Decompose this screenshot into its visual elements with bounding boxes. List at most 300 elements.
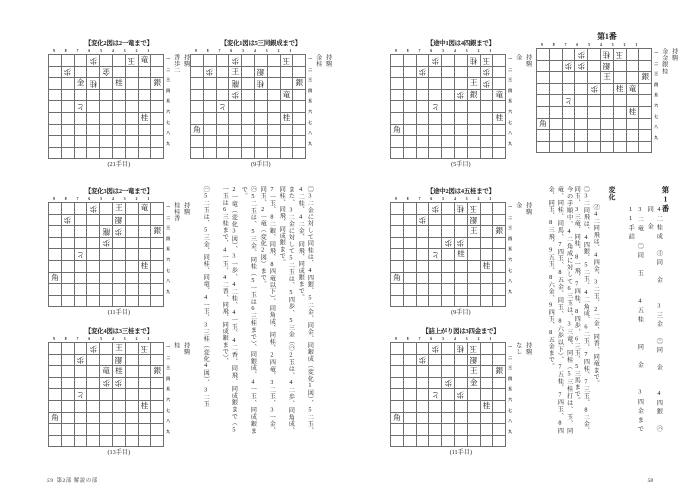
file-label-1: 1 — [635, 43, 638, 47]
rank-label-四: 四 — [166, 88, 171, 93]
square-46 — [112, 112, 125, 124]
hand-pieces-area — [315, 49, 332, 149]
square-78 — [216, 136, 229, 148]
square-63 — [429, 366, 442, 378]
square-24 — [138, 237, 151, 249]
square-47 — [112, 412, 125, 424]
square-71 — [216, 55, 229, 67]
file-label-4: 4 — [111, 337, 114, 341]
square-19 — [151, 295, 164, 307]
square-57 — [442, 272, 455, 284]
square-11 — [151, 55, 164, 67]
square-78 — [74, 136, 87, 148]
square-41: 王 — [112, 343, 125, 355]
square-44 — [112, 237, 125, 249]
rank-labels — [166, 49, 171, 149]
square-35 — [125, 249, 138, 261]
square-69 — [87, 295, 100, 307]
square-38 — [125, 284, 138, 296]
square-48 — [454, 424, 467, 436]
square-42 — [112, 66, 125, 78]
square-53 — [242, 78, 255, 90]
square-89 — [61, 147, 74, 159]
square-19 — [151, 435, 164, 447]
square-58 — [442, 424, 455, 436]
square-88 — [549, 130, 562, 142]
square-93 — [391, 226, 404, 238]
square-68 — [87, 424, 100, 436]
square-46 — [454, 260, 467, 272]
square-69 — [575, 141, 588, 153]
rank-label-八: 八 — [166, 419, 171, 424]
square-62 — [87, 214, 100, 226]
board-rank-9 — [49, 295, 164, 307]
square-65: と — [429, 101, 442, 113]
square-58 — [100, 424, 113, 436]
square-37 — [125, 272, 138, 284]
file-label-9: 9 — [53, 49, 55, 53]
square-23 — [480, 366, 493, 378]
square-11 — [639, 49, 652, 61]
square-12 — [151, 214, 164, 226]
board-rank-4 — [49, 89, 164, 101]
square-93 — [391, 78, 404, 90]
square-44 — [112, 89, 125, 101]
square-48 — [112, 136, 125, 148]
square-93 — [49, 226, 62, 238]
square-62 — [87, 66, 100, 78]
rank-label-九: 九 — [166, 289, 171, 294]
square-18 — [151, 424, 164, 436]
square-58 — [442, 284, 455, 296]
square-51 — [442, 55, 455, 67]
square-34 — [267, 89, 280, 101]
square-95 — [49, 249, 62, 261]
file-label-5: 5 — [100, 197, 102, 201]
file-label-5: 5 — [588, 43, 590, 47]
square-12 — [639, 60, 652, 72]
file-label-6: 6 — [88, 197, 91, 201]
square-74 — [416, 237, 429, 249]
board-rank-7 — [537, 118, 652, 130]
square-23: 歩 — [480, 78, 493, 90]
hand-label: 持駒 — [524, 54, 532, 68]
rank-label-九: 九 — [654, 135, 659, 140]
board-rank-4 — [49, 377, 164, 389]
rank-label-五: 五 — [166, 247, 171, 252]
square-85 — [403, 389, 416, 401]
square-66 — [87, 260, 100, 272]
square-61: 歩 — [87, 55, 100, 67]
square-96 — [49, 112, 62, 124]
square-22 — [138, 354, 151, 366]
file-label-9: 9 — [195, 49, 197, 53]
board-rank-1 — [391, 343, 506, 355]
square-56 — [100, 260, 113, 272]
board-rank-7 — [391, 272, 506, 284]
file-label-1: 1 — [489, 337, 492, 341]
rank-labels — [508, 197, 513, 297]
square-63 — [429, 78, 442, 90]
square-36 — [467, 400, 480, 412]
rank-label-七: 七 — [166, 268, 171, 273]
board-rank-8 — [49, 284, 164, 296]
square-39 — [125, 295, 138, 307]
square-57 — [442, 412, 455, 424]
square-75: と — [74, 389, 87, 401]
square-48 — [454, 136, 467, 148]
square-87 — [203, 124, 216, 136]
square-56 — [442, 112, 455, 124]
file-label-4: 4 — [453, 197, 456, 201]
board-rank-8 — [391, 424, 506, 436]
square-64 — [429, 89, 442, 101]
rank-label-九: 九 — [508, 141, 513, 146]
square-52 — [588, 60, 601, 72]
square-62 — [429, 214, 442, 226]
square-28 — [480, 136, 493, 148]
square-99 — [191, 147, 204, 159]
square-71 — [416, 343, 429, 355]
rank-label-八: 八 — [508, 419, 513, 424]
square-47 — [454, 412, 467, 424]
square-17 — [151, 412, 164, 424]
square-96 — [49, 400, 62, 412]
board-rank-8 — [191, 136, 306, 148]
square-83 — [549, 72, 562, 84]
square-99 — [49, 147, 62, 159]
board-rank-9 — [391, 295, 506, 307]
rank-label-三: 三 — [654, 72, 659, 77]
square-44: 歩 — [112, 377, 125, 389]
square-23 — [480, 226, 493, 238]
board-grid — [190, 54, 306, 159]
square-14 — [493, 237, 506, 249]
file-label-8: 8 — [406, 197, 409, 201]
rank-label-一: 一 — [508, 345, 513, 349]
square-93 — [49, 78, 62, 90]
square-32: 銀 — [467, 214, 480, 226]
board-rank-7 — [391, 124, 506, 136]
shogi-diagram-tochu2 — [390, 188, 532, 317]
square-82 — [549, 60, 562, 72]
henka-heading: 変化 — [607, 186, 614, 202]
square-87 — [61, 124, 74, 136]
square-98 — [49, 424, 62, 436]
square-64: 歩 — [229, 89, 242, 101]
square-79 — [562, 141, 575, 153]
square-47 — [254, 124, 267, 136]
square-37 — [467, 124, 480, 136]
square-96 — [391, 112, 404, 124]
square-59 — [100, 435, 113, 447]
square-43: 歩 — [112, 226, 125, 238]
square-27 — [626, 118, 639, 130]
square-85 — [203, 101, 216, 113]
file-label-3: 3 — [611, 43, 614, 47]
square-71 — [416, 55, 429, 67]
square-76 — [74, 112, 87, 124]
square-23 — [138, 78, 151, 90]
board-grid — [390, 54, 506, 159]
square-32 — [125, 214, 138, 226]
square-36 — [125, 260, 138, 272]
square-84 — [549, 83, 562, 95]
square-53 — [442, 366, 455, 378]
square-99 — [391, 435, 404, 447]
square-26: 桂 — [138, 400, 151, 412]
file-label-7: 7 — [76, 197, 79, 201]
board-rank-9 — [391, 147, 506, 159]
square-12 — [493, 214, 506, 226]
square-77 — [74, 412, 87, 424]
file-label-1: 1 — [489, 197, 492, 201]
square-52 — [442, 214, 455, 226]
square-49 — [454, 295, 467, 307]
square-19 — [493, 147, 506, 159]
square-63 — [429, 226, 442, 238]
square-42 — [454, 214, 467, 226]
file-label-7: 7 — [418, 197, 421, 201]
square-52 — [242, 66, 255, 78]
square-78 — [416, 136, 429, 148]
square-65 — [575, 95, 588, 107]
square-29 — [138, 147, 151, 159]
square-58 — [100, 136, 113, 148]
rank-label-九: 九 — [508, 429, 513, 434]
square-57 — [242, 124, 255, 136]
rank-label-三: 三 — [166, 226, 171, 231]
square-63 — [87, 226, 100, 238]
rank-label-五: 五 — [654, 93, 659, 98]
file-label-5: 5 — [242, 49, 244, 53]
square-37 — [267, 124, 280, 136]
square-73 — [216, 78, 229, 90]
board-rank-8 — [49, 424, 164, 436]
square-43: 王 — [600, 72, 613, 84]
file-label-9: 9 — [541, 43, 543, 47]
square-95 — [391, 101, 404, 113]
file-label-7: 7 — [76, 337, 79, 341]
square-59 — [442, 295, 455, 307]
file-label-4: 4 — [453, 337, 456, 341]
square-52 — [100, 354, 113, 366]
square-37 — [125, 124, 138, 136]
square-11 — [493, 343, 506, 355]
square-44: 歩 — [454, 89, 467, 101]
square-34 — [125, 237, 138, 249]
square-49 — [454, 147, 467, 159]
square-83 — [403, 226, 416, 238]
rank-label-四: 四 — [166, 376, 171, 381]
square-16 — [293, 112, 306, 124]
square-92 — [391, 354, 404, 366]
rank-label-二: 二 — [654, 61, 659, 66]
square-79 — [74, 147, 87, 159]
square-99 — [49, 435, 62, 447]
diagram-title: 【変化1図は5三同銀成まで】 — [220, 40, 301, 47]
board-rank-2 — [191, 66, 306, 78]
square-21 — [480, 343, 493, 355]
board-rank-6 — [391, 112, 506, 124]
square-11 — [493, 203, 506, 215]
square-81 — [403, 55, 416, 67]
square-24: 竜 — [280, 89, 293, 101]
square-43 — [454, 78, 467, 90]
square-55 — [442, 389, 455, 401]
hand-pieces: なし — [514, 342, 522, 356]
square-86 — [61, 112, 74, 124]
square-74 — [74, 377, 87, 389]
square-82 — [403, 214, 416, 226]
board-rank-3 — [49, 366, 164, 378]
square-33 — [267, 78, 280, 90]
shogi-diagram-tsumeagari — [390, 328, 532, 457]
rank-label-五: 五 — [508, 99, 513, 104]
square-71 — [74, 203, 87, 215]
square-54: 歩 — [588, 83, 601, 95]
square-81 — [203, 55, 216, 67]
square-11 — [151, 203, 164, 215]
square-29 — [626, 141, 639, 153]
square-22 — [480, 214, 493, 226]
square-64 — [575, 83, 588, 95]
board-rank-4 — [391, 89, 506, 101]
file-label-8: 8 — [64, 337, 67, 341]
square-67 — [229, 124, 242, 136]
square-94 — [391, 377, 404, 389]
file-label-8: 8 — [64, 49, 67, 53]
square-72: 歩 — [74, 354, 87, 366]
square-92 — [191, 66, 204, 78]
square-86 — [403, 260, 416, 272]
square-33: 王 — [467, 226, 480, 238]
board-rank-5 — [391, 101, 506, 113]
rank-label-八: 八 — [166, 279, 171, 284]
square-72 — [216, 66, 229, 78]
square-78 — [562, 130, 575, 142]
square-32 — [125, 66, 138, 78]
board-rank-1 — [391, 55, 506, 67]
square-47 — [454, 124, 467, 136]
square-97: 角 — [391, 272, 404, 284]
board — [190, 49, 306, 159]
square-95 — [537, 95, 550, 107]
file-label-6: 6 — [430, 197, 433, 201]
board-rank-8 — [391, 284, 506, 296]
board-rank-3 — [537, 72, 652, 84]
square-79 — [416, 147, 429, 159]
square-95 — [391, 389, 404, 401]
hand-pieces: 香歩二 — [172, 54, 180, 74]
square-11 — [493, 55, 506, 67]
file-label-3: 3 — [465, 197, 468, 201]
square-15 — [493, 101, 506, 113]
square-16 — [493, 260, 506, 272]
rank-label-五: 五 — [308, 99, 313, 104]
rank-labels — [166, 337, 171, 437]
square-78 — [74, 424, 87, 436]
square-65 — [87, 249, 100, 261]
square-45: 歩 — [454, 389, 467, 401]
square-44 — [454, 377, 467, 389]
board-rank-5 — [391, 249, 506, 261]
square-39 — [125, 147, 138, 159]
square-72: 歩 — [416, 354, 429, 366]
square-42: 銀 — [254, 66, 267, 78]
square-26: 桂 — [480, 400, 493, 412]
square-25 — [626, 95, 639, 107]
square-59 — [442, 147, 455, 159]
square-35 — [125, 389, 138, 401]
hand-label: 持駒 — [324, 54, 332, 68]
rank-label-五: 五 — [166, 387, 171, 392]
rank-label-一: 一 — [508, 57, 513, 61]
square-28 — [138, 424, 151, 436]
square-79 — [416, 435, 429, 447]
square-14 — [493, 377, 506, 389]
square-86 — [403, 112, 416, 124]
file-labels — [390, 197, 506, 202]
square-33 — [125, 78, 138, 90]
square-35 — [125, 101, 138, 113]
shogi-diagram-henka4 — [48, 328, 190, 457]
square-84 — [403, 237, 416, 249]
square-82 — [61, 354, 74, 366]
square-41 — [254, 55, 267, 67]
square-88 — [403, 424, 416, 436]
square-29 — [480, 295, 493, 307]
board-rank-3 — [191, 78, 306, 90]
board-rank-4 — [391, 237, 506, 249]
square-97: 角 — [191, 124, 204, 136]
board-rank-2 — [391, 214, 506, 226]
square-98 — [391, 284, 404, 296]
rank-label-一: 一 — [508, 205, 513, 209]
file-label-3: 3 — [465, 49, 468, 53]
square-39 — [467, 147, 480, 159]
square-91 — [391, 55, 404, 67]
square-73 — [74, 366, 87, 378]
square-97 — [49, 124, 62, 136]
square-85 — [61, 249, 74, 261]
square-98 — [537, 130, 550, 142]
square-27 — [480, 272, 493, 284]
square-32 — [267, 66, 280, 78]
square-59 — [100, 295, 113, 307]
square-48 — [454, 284, 467, 296]
square-11 — [293, 55, 306, 67]
square-47 — [454, 272, 467, 284]
square-34 — [125, 89, 138, 101]
hand-pieces-area — [515, 49, 532, 149]
rank-label-六: 六 — [166, 257, 171, 262]
square-15 — [151, 389, 164, 401]
square-27 — [480, 124, 493, 136]
square-39 — [467, 435, 480, 447]
square-65 — [87, 389, 100, 401]
rank-label-六: 六 — [508, 397, 513, 402]
square-26: 桂 — [626, 106, 639, 118]
square-38 — [467, 424, 480, 436]
board-rank-6 — [49, 400, 164, 412]
board-rank-6 — [191, 112, 306, 124]
square-14 — [151, 237, 164, 249]
board-rank-1 — [49, 55, 164, 67]
square-81 — [403, 343, 416, 355]
file-label-3: 3 — [123, 49, 126, 53]
square-13: 銀 — [493, 366, 506, 378]
